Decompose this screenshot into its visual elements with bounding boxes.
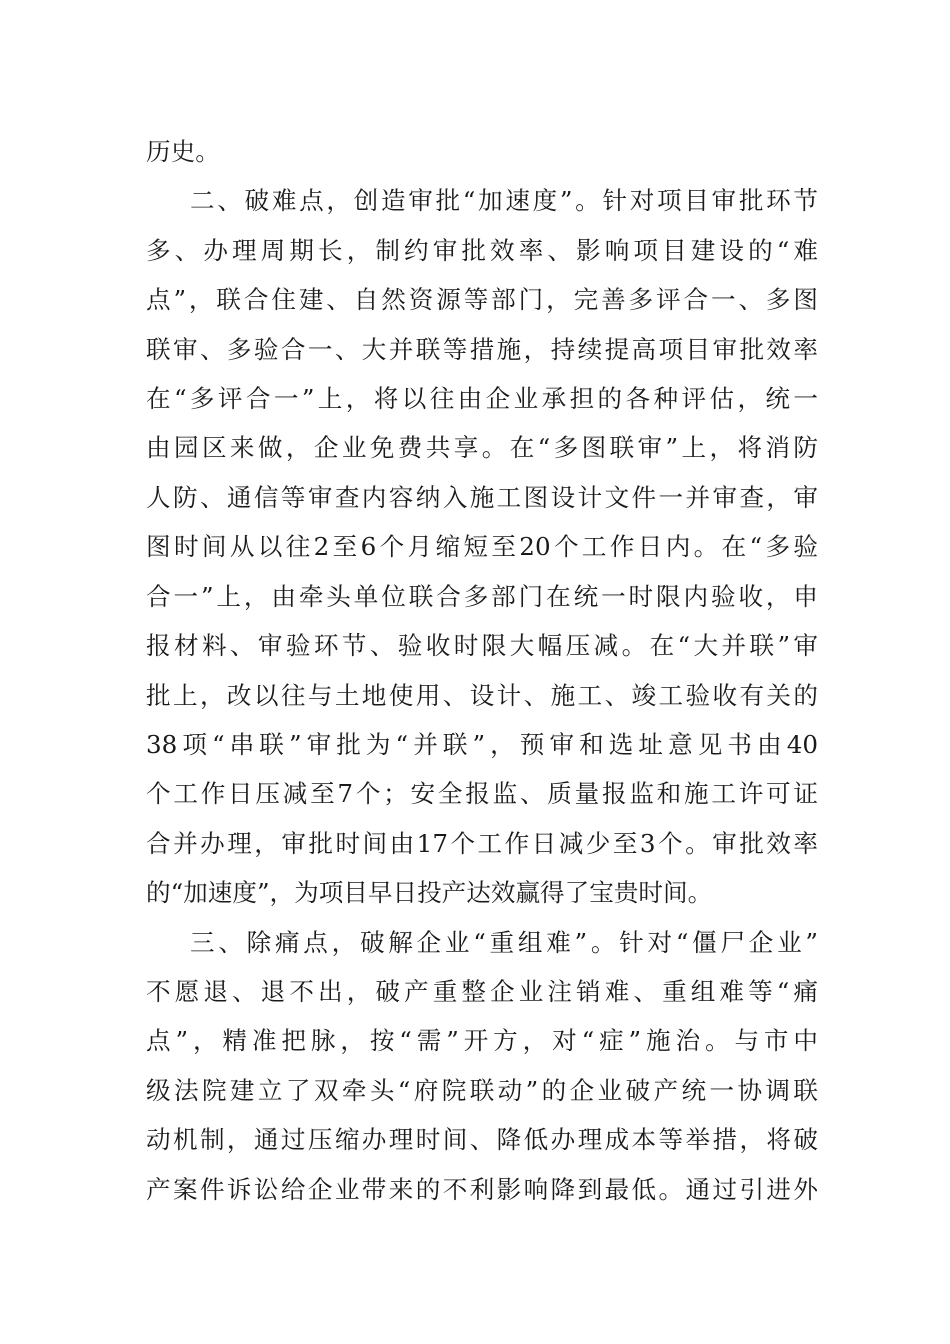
paragraph-3-first-line: 三、除痛点，破解企业“重组难”。针对“僵尸企业” [190,928,818,957]
text-line: 历史。 [146,137,220,166]
text-line: 产案件诉讼给企业带来的不利影响降到最低。通过引进外 [146,1175,818,1204]
text-line: 级法院建立了双牵头“府院联动”的企业破产统一协调联 [146,1076,818,1105]
text-line: 人防、通信等审查内容纳入施工图设计文件一并审查，审 [146,483,818,512]
text-line: 图时间从以往2至6个月缩短至20个工作日内。在“多验 [146,532,818,561]
text-line: 由园区来做，企业免费共享。在“多图联审”上，将消防 [146,433,818,462]
text-line: 不愿退、退不出，破产重整企业注销难、重组难等“痛 [146,977,818,1006]
text-line: 点”，精准把脉，按“需”开方，对“症”施治。与市中 [146,1026,818,1055]
text-line: 的“加速度”，为项目早日投产达效赢得了宝贵时间。 [146,878,713,907]
text-line: 38项“串联”审批为“并联”，预审和选址意见书由40 [146,730,818,759]
text-line: 在“多评合一”上，将以往由企业承担的各种评估，统一 [146,384,818,413]
text-line: 联审、多验合一、大并联等措施，持续提高项目审批效率 [146,335,818,364]
text-line: 个工作日压减至7个；安全报监、质量报监和施工许可证 [146,779,818,808]
text-line: 合并办理，审批时间由17个工作日减少至3个。审批效率 [146,829,818,858]
text-line: 报材料、审验环节、验收时限大幅压减。在“大并联”审 [146,631,818,660]
text-line: 多、办理周期长，制约审批效率、影响项目建设的“难 [146,236,818,265]
text-line: 动机制，通过压缩办理时间、降低办理成本等举措，将破 [146,1125,818,1154]
text-line: 合一”上，由牵头单位联合多部门在统一时限内验收，申 [146,582,818,611]
paragraph-2-first-line: 二、破难点，创造审批“加速度”。针对项目审批环节 [190,186,818,215]
text-line: 点”，联合住建、自然资源等部门，完善多评合一、多图 [146,285,818,314]
text-line: 批上，改以往与土地使用、设计、施工、竣工验收有关的 [146,681,818,710]
